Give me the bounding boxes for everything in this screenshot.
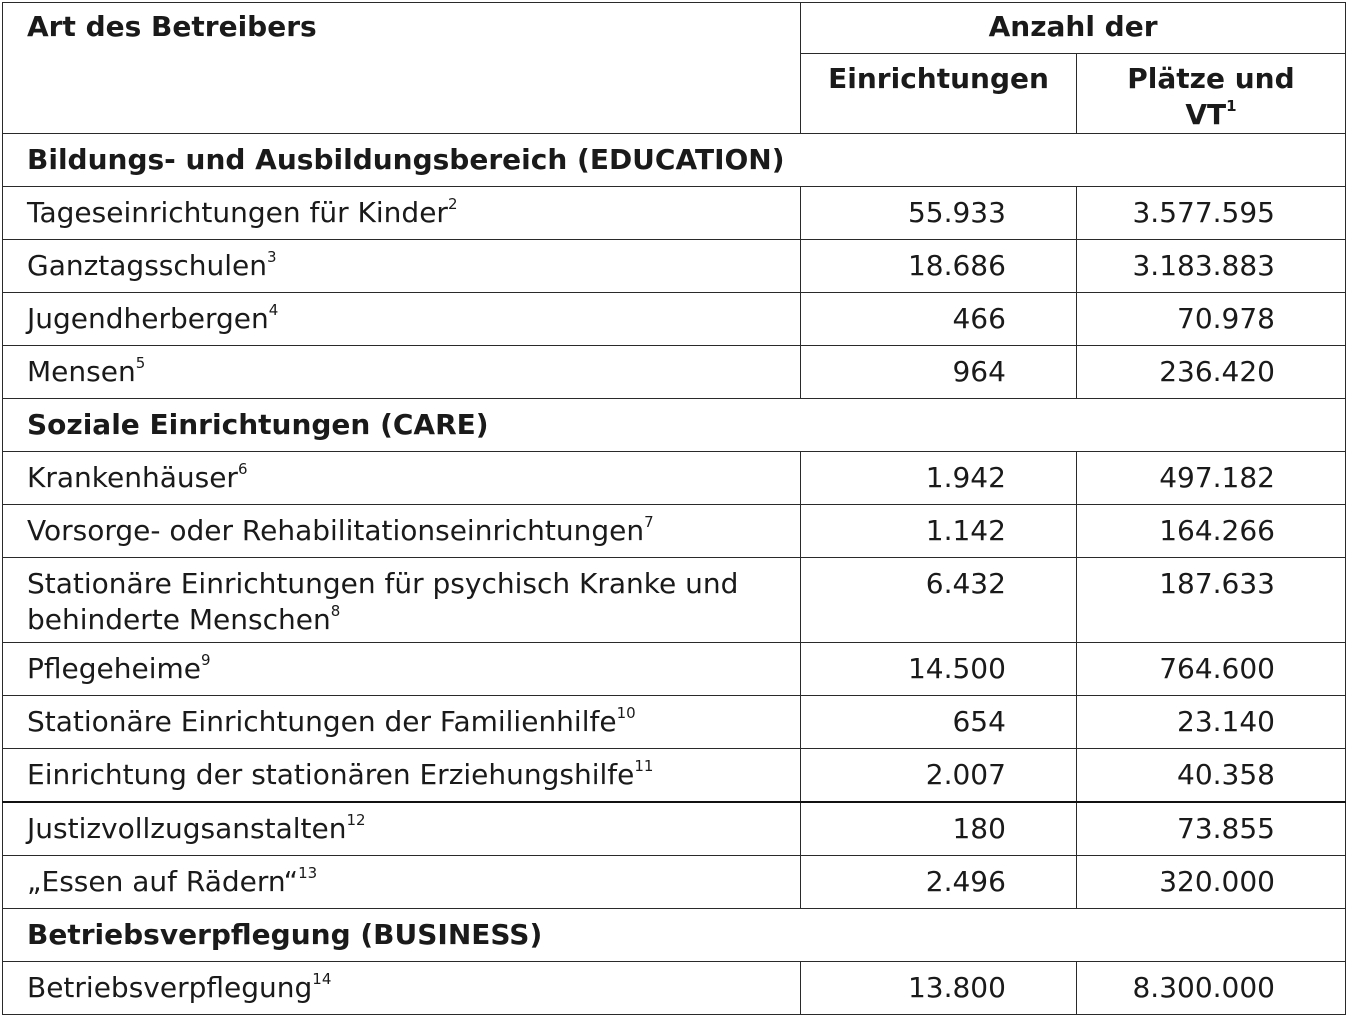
table-row (3, 643, 1346, 696)
header-anzahl-der: Anzahl der (801, 3, 1346, 54)
section-title: Bildungs- und Ausbildungsbereich (EDUCATION) (3, 134, 1346, 187)
footnote-mark: 10 (616, 703, 636, 722)
plaetze-value: 73.855 (1076, 802, 1345, 856)
plaetze-value: 3.183.883 (1076, 240, 1345, 293)
table-row (3, 558, 1346, 643)
section-care (3, 399, 1346, 452)
einrichtungen-value: 654 (801, 696, 1077, 749)
einrichtungen-value: 2.496 (801, 856, 1077, 909)
table-row (3, 505, 1346, 558)
footnote-mark: 5 (135, 353, 146, 372)
header-footnote-mark: 1 (1226, 96, 1237, 115)
header-plaetze-und-vt (1076, 54, 1345, 134)
table-row (3, 187, 1346, 240)
einrichtungen-value: 2.007 (801, 749, 1077, 803)
footnote-mark: 11 (634, 756, 654, 775)
row-label: Vorsorge- oder Rehabilitationseinrichtungen$^7$ (3, 505, 801, 558)
row-label: Einrichtung der stationären Erziehungshilfe$^{11}$ (3, 749, 801, 803)
plaetze-value: 236.420 (1076, 346, 1345, 399)
row-label: Betriebsverpflegung$^{14}$ (3, 962, 801, 1015)
header-einrichtungen: Einrichtungen (801, 54, 1077, 134)
einrichtungen-value: 964 (801, 346, 1077, 399)
plaetze-value: 187.633 (1076, 558, 1345, 643)
plaetze-value: 164.266 (1076, 505, 1345, 558)
footnote-mark: 12 (346, 810, 366, 829)
table-row (3, 802, 1346, 856)
section-title: Soziale Einrichtungen (CARE) (3, 399, 1346, 452)
row-label: Tageseinrichtungen für Kinder$^2$ (3, 187, 801, 240)
plaetze-value: 764.600 (1076, 643, 1345, 696)
plaetze-value: 40.358 (1076, 749, 1345, 803)
table-row (3, 749, 1346, 803)
header-art-des-betreibers: Art des Betreibers (3, 3, 801, 134)
plaetze-value: 70.978 (1076, 293, 1345, 346)
row-label: Ganztagsschulen$^3$ (3, 240, 801, 293)
einrichtungen-value: 55.933 (801, 187, 1077, 240)
operators-table (2, 2, 1346, 1015)
plaetze-value: 320.000 (1076, 856, 1345, 909)
einrichtungen-value: 1.942 (801, 452, 1077, 505)
footnote-mark: 3 (267, 247, 277, 266)
row-label: Justizvollzugsanstalten$^{12}$ (3, 802, 801, 856)
einrichtungen-value: 466 (801, 293, 1077, 346)
footnote-mark: 6 (237, 459, 248, 478)
header-plaetze-label: Plätze und VT (1127, 62, 1295, 131)
section-title: Betriebsverpflegung (BUSINESS) (3, 909, 1346, 962)
plaetze-value: 8.300.000 (1076, 962, 1345, 1015)
einrichtungen-value: 1.142 (801, 505, 1077, 558)
einrichtungen-value: 14.500 (801, 643, 1077, 696)
footnote-mark: 13 (298, 863, 318, 882)
table-row (3, 452, 1346, 505)
row-label: Stationäre Einrichtungen der Familienhilfe$^{10}$ (3, 696, 801, 749)
row-label: Jugendherbergen$^4$ (3, 293, 801, 346)
row-label: Pflegeheime$^9$ (3, 643, 801, 696)
einrichtungen-value: 13.800 (801, 962, 1077, 1015)
row-label: „Essen auf Rädern“$^{13}$ (3, 856, 801, 909)
table-row (3, 240, 1346, 293)
plaetze-value: 497.182 (1076, 452, 1345, 505)
footnote-mark: 4 (268, 300, 279, 319)
row-label: Krankenhäuser$^6$ (3, 452, 801, 505)
row-label: Stationäre Einrichtungen für psychisch Kranke und behinderte Menschen$^8$ (3, 558, 801, 643)
einrichtungen-value: 180 (801, 802, 1077, 856)
section-business (3, 909, 1346, 962)
footnote-mark: 7 (644, 512, 654, 531)
plaetze-value: 23.140 (1076, 696, 1345, 749)
table-row (3, 696, 1346, 749)
section-education (3, 134, 1346, 187)
einrichtungen-value: 6.432 (801, 558, 1077, 643)
footnote-mark: 8 (330, 601, 341, 620)
einrichtungen-value: 18.686 (801, 240, 1077, 293)
row-label: Mensen$^5$ (3, 346, 801, 399)
plaetze-value: 3.577.595 (1076, 187, 1345, 240)
table-row (3, 856, 1346, 909)
footnote-mark: 14 (312, 969, 332, 988)
table-row (3, 293, 1346, 346)
table-row (3, 346, 1346, 399)
table-row (3, 962, 1346, 1015)
footnote-mark: 2 (447, 194, 458, 213)
footnote-mark: 9 (201, 650, 211, 669)
